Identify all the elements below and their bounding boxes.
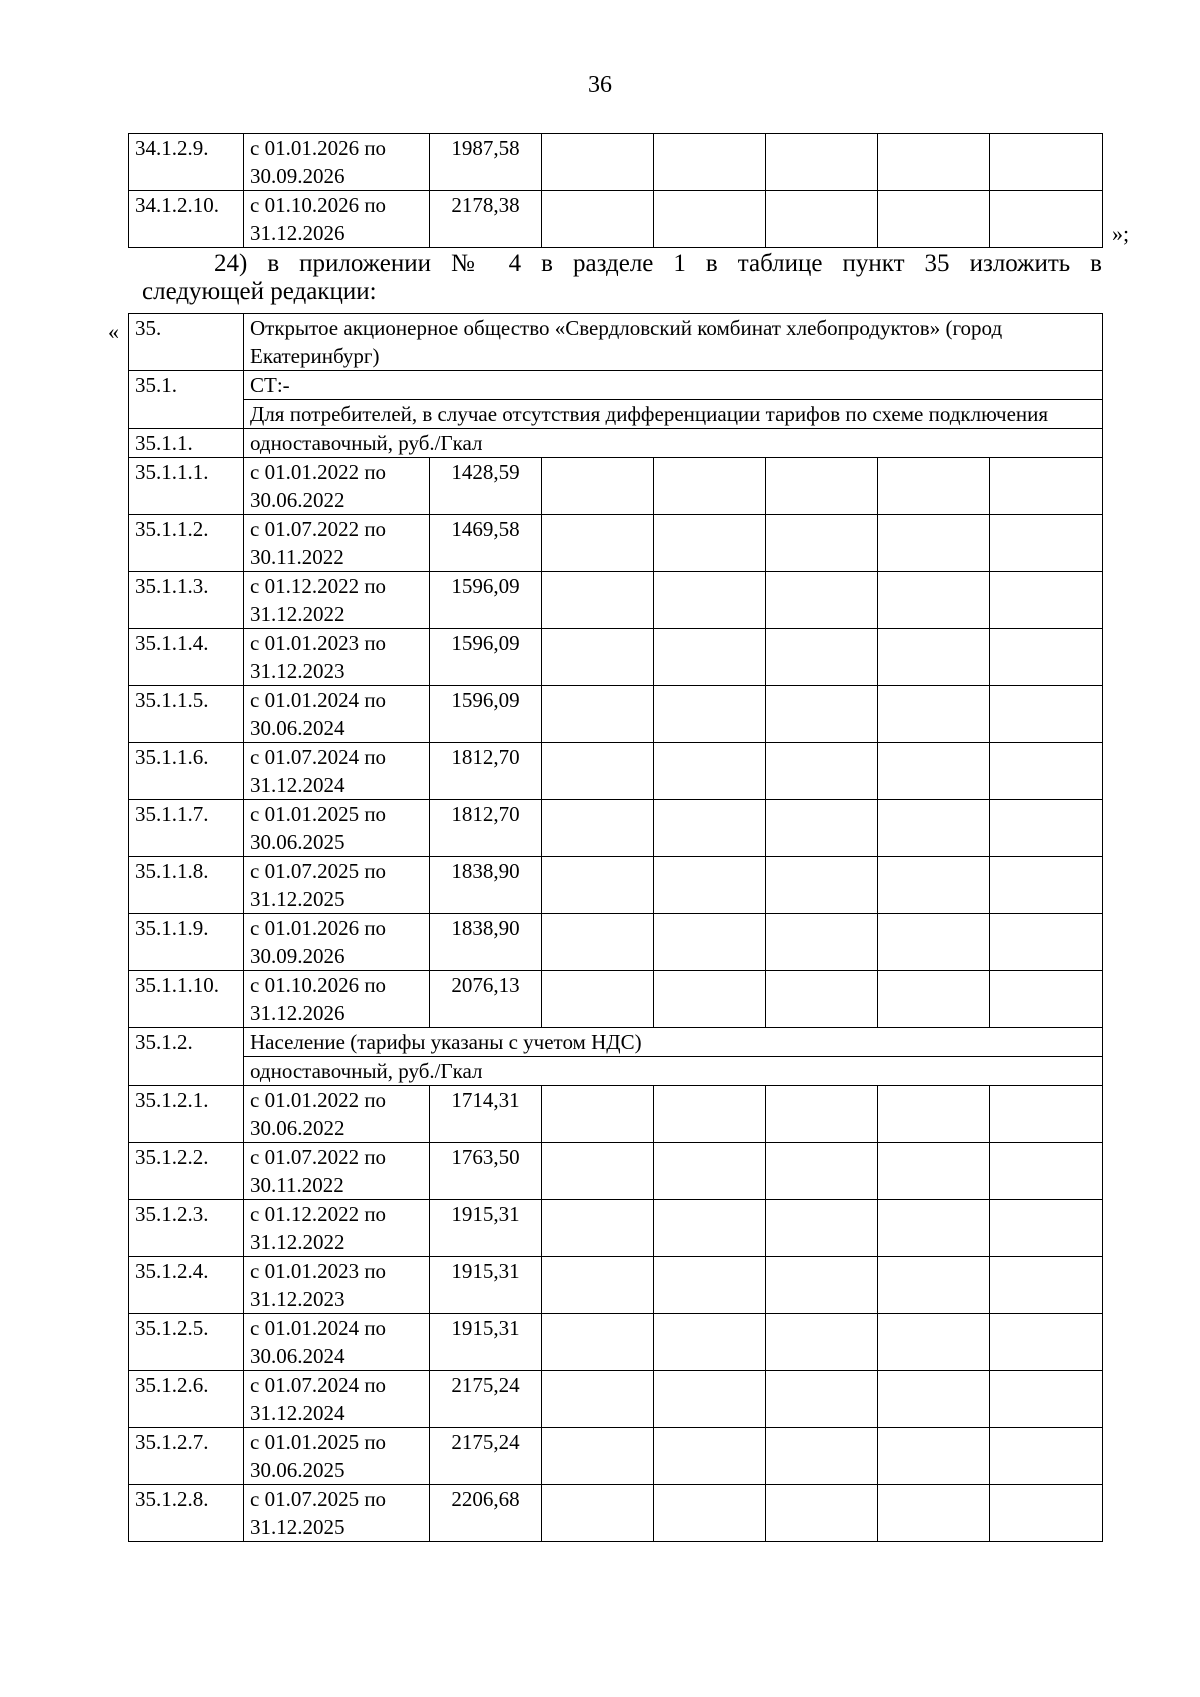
empty-cell <box>654 1257 766 1314</box>
row-period: с 01.01.2023 по 31.12.2023 <box>244 629 430 686</box>
tariff-row <box>129 914 1103 971</box>
subitem-1-2-desc-row <box>129 1057 1103 1086</box>
subitem-1-2-number: 35.1.2. <box>129 1028 244 1086</box>
empty-cell <box>766 458 878 515</box>
empty-cell <box>766 1485 878 1542</box>
empty-cell <box>542 1314 654 1371</box>
tariff-row <box>129 629 1103 686</box>
row-number: 35.1.2.2. <box>129 1143 244 1200</box>
empty-cell <box>990 191 1103 248</box>
empty-cell <box>542 914 654 971</box>
empty-cell <box>542 1428 654 1485</box>
tariff-row <box>129 458 1103 515</box>
empty-cell <box>990 686 1103 743</box>
empty-cell <box>542 1086 654 1143</box>
tariff-row <box>129 800 1103 857</box>
tariff-table-main-body <box>129 314 1103 458</box>
row-period: с 01.01.2024 по 30.06.2024 <box>244 1314 430 1371</box>
empty-cell <box>542 800 654 857</box>
row-number: 35.1.2.6. <box>129 1371 244 1428</box>
empty-cell <box>654 914 766 971</box>
empty-cell <box>990 572 1103 629</box>
row-number: 35.1.1.2. <box>129 515 244 572</box>
subitem-1-desc-row <box>129 400 1103 429</box>
empty-cell <box>878 857 990 914</box>
row-value: 1915,31 <box>430 1200 542 1257</box>
empty-cell <box>654 857 766 914</box>
empty-cell <box>654 1143 766 1200</box>
empty-cell <box>878 1485 990 1542</box>
row-period: с 01.01.2024 по 30.06.2024 <box>244 686 430 743</box>
row-period: с 01.10.2026 по 31.12.2026 <box>244 971 430 1028</box>
row-value: 1915,31 <box>430 1314 542 1371</box>
empty-cell <box>766 1200 878 1257</box>
empty-cell <box>766 1086 878 1143</box>
empty-cell <box>990 1371 1103 1428</box>
tariff-row <box>129 1428 1103 1485</box>
empty-cell <box>990 971 1103 1028</box>
opening-quote: « <box>108 319 119 344</box>
empty-cell <box>990 1257 1103 1314</box>
empty-cell <box>654 1314 766 1371</box>
empty-cell <box>878 1257 990 1314</box>
row-period: с 01.01.2025 по 30.06.2025 <box>244 1428 430 1485</box>
tariff-row <box>129 1086 1103 1143</box>
empty-cell <box>542 629 654 686</box>
empty-cell <box>766 1428 878 1485</box>
row-number: 35.1.1.10. <box>129 971 244 1028</box>
row-period: с 01.01.2022 по 30.06.2022 <box>244 1086 430 1143</box>
row-number: 35.1.1.7. <box>129 800 244 857</box>
row-value: 2206,68 <box>430 1485 542 1542</box>
empty-cell <box>990 629 1103 686</box>
empty-cell <box>990 515 1103 572</box>
row-number: 35.1.1.4. <box>129 629 244 686</box>
row-number: 35.1.2.5. <box>129 1314 244 1371</box>
empty-cell <box>654 971 766 1028</box>
empty-cell <box>990 1143 1103 1200</box>
empty-cell <box>878 686 990 743</box>
tariff-row <box>129 1371 1103 1428</box>
row-number: 35.1.2.7. <box>129 1428 244 1485</box>
empty-cell <box>766 914 878 971</box>
empty-cell <box>542 1371 654 1428</box>
row-value: 2178,38 <box>430 191 542 248</box>
row-number: 35.1.1.8. <box>129 857 244 914</box>
empty-cell <box>766 857 878 914</box>
empty-cell <box>878 1143 990 1200</box>
tariff-row <box>129 515 1103 572</box>
row-period: с 01.07.2024 по 31.12.2024 <box>244 743 430 800</box>
row-period: с 01.07.2022 по 30.11.2022 <box>244 1143 430 1200</box>
row-value: 1987,58 <box>430 134 542 191</box>
row-period: с 01.01.2025 по 30.06.2025 <box>244 800 430 857</box>
tariff-rows-other-consumers <box>129 458 1103 1028</box>
empty-cell <box>990 857 1103 914</box>
empty-cell <box>766 1257 878 1314</box>
empty-cell <box>766 1314 878 1371</box>
row-period: с 01.12.2022 по 31.12.2022 <box>244 572 430 629</box>
empty-cell <box>990 800 1103 857</box>
subitem-1-1-number: 35.1.1. <box>129 429 244 458</box>
empty-cell <box>654 1200 766 1257</box>
empty-cell <box>542 458 654 515</box>
empty-cell <box>654 458 766 515</box>
empty-cell <box>878 572 990 629</box>
empty-cell <box>654 1371 766 1428</box>
row-number: 35.1.2.1. <box>129 1086 244 1143</box>
row-period: с 01.07.2025 по 31.12.2025 <box>244 1485 430 1542</box>
subitem-1-description: Для потребителей, в случае отсутствия дифференциации тарифов по схеме подключения <box>244 400 1103 429</box>
tariff-row <box>129 1485 1103 1542</box>
empty-cell <box>542 686 654 743</box>
tariff-row <box>129 1314 1103 1371</box>
empty-cell <box>878 1086 990 1143</box>
row-period: с 01.07.2025 по 31.12.2025 <box>244 857 430 914</box>
empty-cell <box>654 1428 766 1485</box>
empty-cell <box>542 743 654 800</box>
row-value: 1915,31 <box>430 1257 542 1314</box>
empty-cell <box>990 914 1103 971</box>
row-value: 1469,58 <box>430 515 542 572</box>
empty-cell <box>766 629 878 686</box>
empty-cell <box>542 134 654 191</box>
empty-cell <box>990 743 1103 800</box>
empty-cell <box>654 1086 766 1143</box>
empty-cell <box>542 191 654 248</box>
empty-cell <box>990 1200 1103 1257</box>
page-number: 36 <box>588 72 612 98</box>
row-number: 34.1.2.9. <box>129 134 244 191</box>
amendment-paragraph <box>142 250 1102 306</box>
row-value: 1596,09 <box>430 572 542 629</box>
row-number: 35.1.2.8. <box>129 1485 244 1542</box>
empty-cell <box>990 1314 1103 1371</box>
empty-cell <box>766 515 878 572</box>
row-number: 35.1.2.3. <box>129 1200 244 1257</box>
row-number: 34.1.2.10. <box>129 191 244 248</box>
empty-cell <box>542 857 654 914</box>
empty-cell <box>542 572 654 629</box>
row-period: с 01.01.2023 по 31.12.2023 <box>244 1257 430 1314</box>
empty-cell <box>878 1371 990 1428</box>
empty-cell <box>654 191 766 248</box>
row-period: с 01.01.2022 по 30.06.2022 <box>244 458 430 515</box>
empty-cell <box>990 134 1103 191</box>
item-number: 35. <box>129 314 244 371</box>
row-value: 1763,50 <box>430 1143 542 1200</box>
tariff-table-main <box>128 313 1103 1542</box>
empty-cell <box>878 629 990 686</box>
row-period: с 01.07.2022 по 30.11.2022 <box>244 515 430 572</box>
row-value: 2175,24 <box>430 1371 542 1428</box>
empty-cell <box>766 191 878 248</box>
subitem-1-row <box>129 371 1103 400</box>
row-value: 1428,59 <box>430 458 542 515</box>
empty-cell <box>542 1200 654 1257</box>
row-number: 35.1.1.3. <box>129 572 244 629</box>
empty-cell <box>542 515 654 572</box>
row-period: с 01.12.2022 по 31.12.2022 <box>244 1200 430 1257</box>
empty-cell <box>654 1485 766 1542</box>
empty-cell <box>878 515 990 572</box>
empty-cell <box>990 1428 1103 1485</box>
row-number: 35.1.2.4. <box>129 1257 244 1314</box>
row-number: 35.1.1.1. <box>129 458 244 515</box>
empty-cell <box>878 1428 990 1485</box>
tariff-row <box>129 1257 1103 1314</box>
subitem-1-1-row <box>129 429 1103 458</box>
subitem-1-2-label: Население (тарифы указаны с учетом НДС) <box>244 1028 1103 1057</box>
subitem-1-label: СТ:- <box>244 371 1103 400</box>
row-value: 1714,31 <box>430 1086 542 1143</box>
row-period: с 01.01.2026 по 30.09.2026 <box>244 134 430 191</box>
tariff-row <box>129 191 1103 248</box>
empty-cell <box>878 1200 990 1257</box>
tariff-row <box>129 743 1103 800</box>
row-value: 1838,90 <box>430 914 542 971</box>
empty-cell <box>990 1485 1103 1542</box>
empty-cell <box>766 800 878 857</box>
row-number: 35.1.1.9. <box>129 914 244 971</box>
empty-cell <box>878 971 990 1028</box>
empty-cell <box>654 572 766 629</box>
empty-cell <box>766 1371 878 1428</box>
row-period: с 01.01.2026 по 30.09.2026 <box>244 914 430 971</box>
empty-cell <box>878 458 990 515</box>
row-value: 1596,09 <box>430 686 542 743</box>
item-header-row <box>129 314 1103 371</box>
row-value: 1596,09 <box>430 629 542 686</box>
tariff-row <box>129 857 1103 914</box>
empty-cell <box>654 515 766 572</box>
amendment-line-1: 24) в приложении № 4 в разделе 1 в таблице пункт 35 изложить в <box>214 250 1102 277</box>
tariff-row <box>129 572 1103 629</box>
empty-cell <box>542 1485 654 1542</box>
tariff-row <box>129 134 1103 191</box>
empty-cell <box>654 686 766 743</box>
amendment-line-2: следующей редакции: <box>142 278 377 305</box>
empty-cell <box>766 971 878 1028</box>
empty-cell <box>654 743 766 800</box>
tariff-table-top <box>128 133 1103 248</box>
subitem-1-2-row <box>129 1028 1103 1057</box>
empty-cell <box>542 1143 654 1200</box>
empty-cell <box>654 134 766 191</box>
row-value: 1812,70 <box>430 743 542 800</box>
empty-cell <box>766 686 878 743</box>
population-section <box>129 1028 1103 1086</box>
empty-cell <box>542 1257 654 1314</box>
row-value: 1812,70 <box>430 800 542 857</box>
empty-cell <box>878 134 990 191</box>
tariff-row <box>129 1200 1103 1257</box>
empty-cell <box>878 743 990 800</box>
row-period: с 01.07.2024 по 31.12.2024 <box>244 1371 430 1428</box>
tariff-row <box>129 1143 1103 1200</box>
tariff-rows-population <box>129 1086 1103 1542</box>
empty-cell <box>542 971 654 1028</box>
row-value: 1838,90 <box>430 857 542 914</box>
empty-cell <box>990 1086 1103 1143</box>
row-value: 2076,13 <box>430 971 542 1028</box>
empty-cell <box>766 134 878 191</box>
empty-cell <box>990 458 1103 515</box>
empty-cell <box>878 191 990 248</box>
tariff-row <box>129 686 1103 743</box>
empty-cell <box>766 743 878 800</box>
row-period: с 01.10.2026 по 31.12.2026 <box>244 191 430 248</box>
tariff-row <box>129 971 1103 1028</box>
empty-cell <box>878 914 990 971</box>
row-number: 35.1.1.5. <box>129 686 244 743</box>
subitem-1-1-label: одноставочный, руб./Гкал <box>244 429 1103 458</box>
empty-cell <box>878 800 990 857</box>
empty-cell <box>878 1314 990 1371</box>
organization-name: Открытое акционерное общество «Свердловский комбинат хлебопродуктов» (город Екатеринбург) <box>244 314 1103 371</box>
subitem-1-number: 35.1. <box>129 371 244 429</box>
tariff-table-top-body <box>129 134 1103 248</box>
empty-cell <box>766 1143 878 1200</box>
empty-cell <box>766 572 878 629</box>
row-value: 2175,24 <box>430 1428 542 1485</box>
empty-cell <box>654 800 766 857</box>
subitem-1-2-description: одноставочный, руб./Гкал <box>244 1057 1103 1086</box>
closing-quote: »; <box>1112 221 1130 246</box>
row-number: 35.1.1.6. <box>129 743 244 800</box>
empty-cell <box>654 629 766 686</box>
